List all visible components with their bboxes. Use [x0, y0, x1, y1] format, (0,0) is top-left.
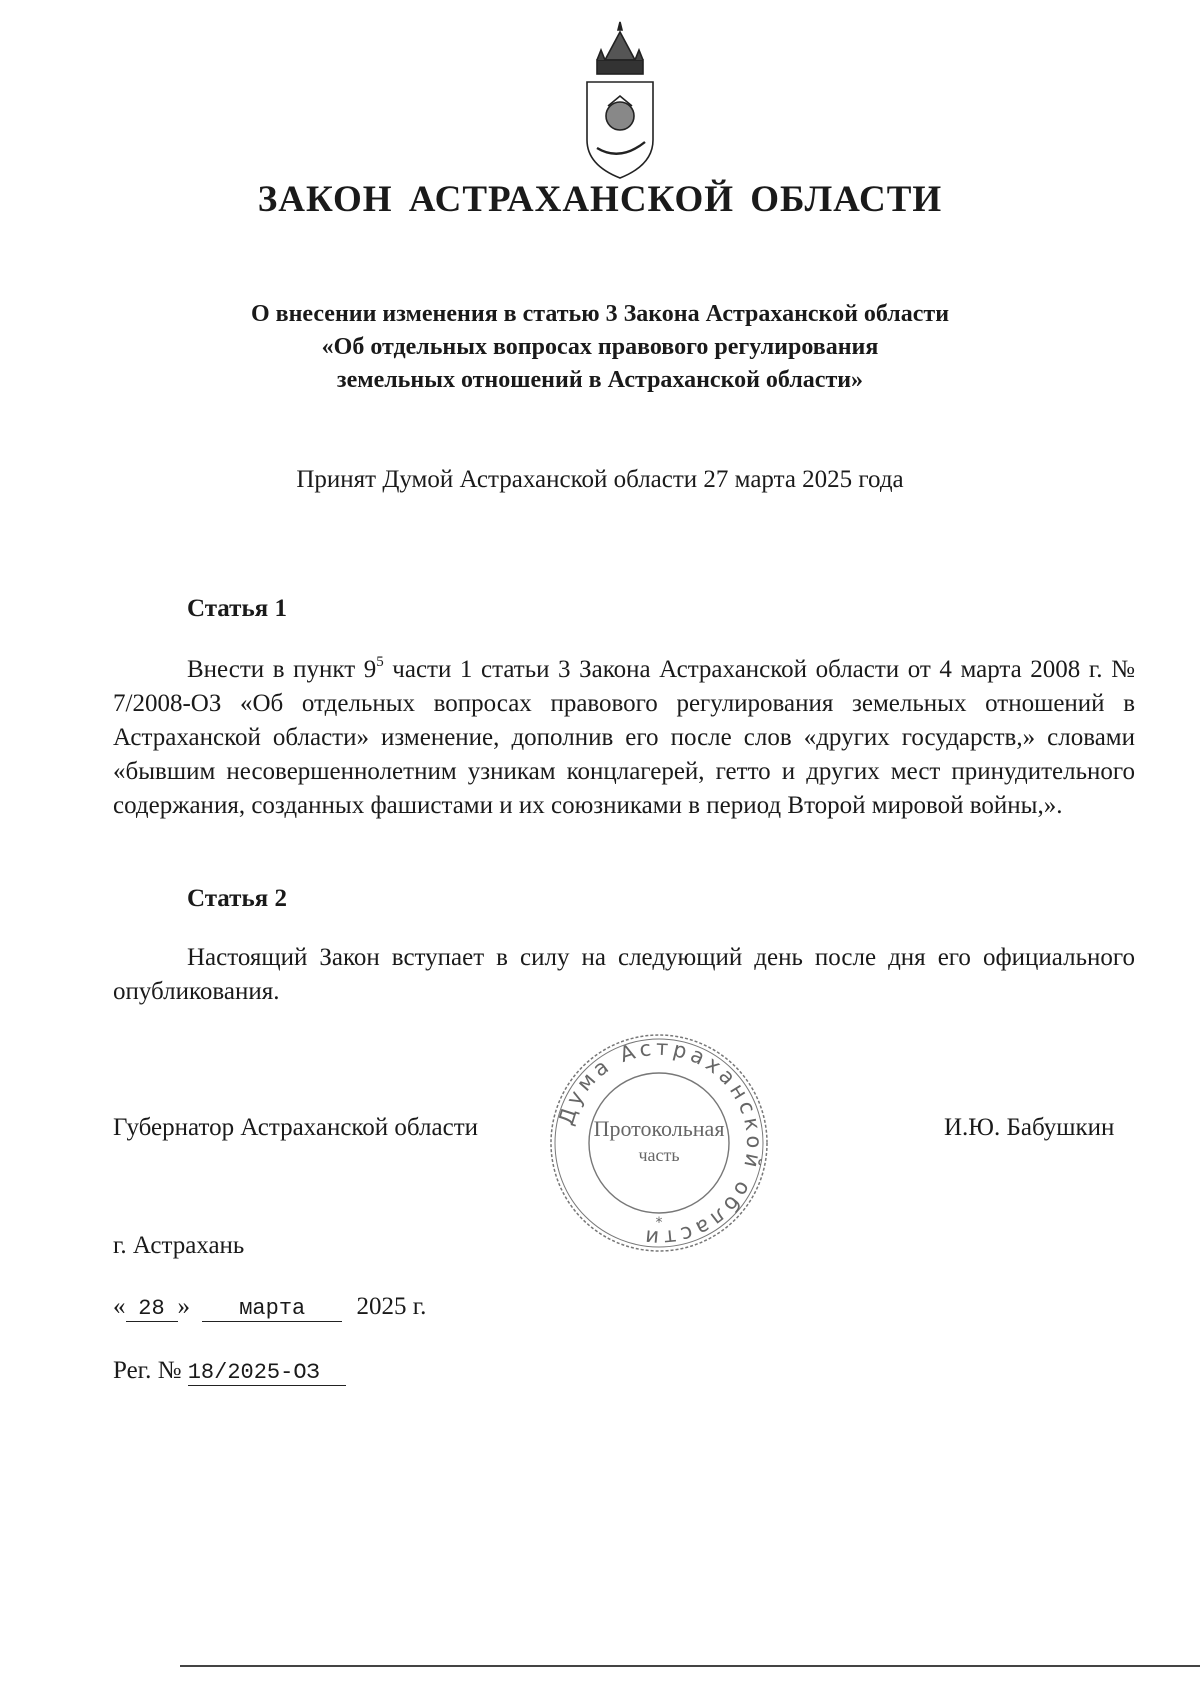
- stamp-ring-text: Дума Астраханской области: [553, 1035, 767, 1251]
- stamp-star: *: [655, 1215, 663, 1231]
- coat-of-arms-icon: [575, 20, 665, 180]
- date-month: марта: [202, 1296, 342, 1322]
- reg-number: 18/2025-ОЗ: [188, 1360, 346, 1386]
- reg-label: Рег. №: [113, 1357, 182, 1384]
- signing-date: [113, 1293, 426, 1322]
- bottom-divider: [180, 1665, 1200, 1667]
- city: г. Астрахань: [113, 1232, 245, 1259]
- document-subtitle: [0, 298, 1200, 397]
- subtitle-line: О внесении изменения в статью 3 Закона Астраханской области: [250, 301, 950, 327]
- article-2-text: Настоящий Закон вступает в силу на следующий день после дня его официального опубликования.: [113, 944, 1135, 1005]
- adoption-note: Принят Думой Астраханской области 27 марта 2025 года: [296, 466, 904, 493]
- article-1-heading: Статья 1: [187, 595, 287, 622]
- article-1-superscript: 5: [376, 653, 384, 670]
- subtitle-line: земельных отношений в Астраханской области»: [336, 367, 864, 393]
- document-title: ЗАКОН АСТРАХАНСКОЙ ОБЛАСТИ: [257, 179, 943, 220]
- registration-number: [113, 1357, 346, 1386]
- date-year: 2025 г.: [356, 1293, 427, 1320]
- subtitle-line: «Об отдельных вопросах правового регулирования: [321, 334, 879, 360]
- signatory-name: И.Ю. Бабушкин: [944, 1114, 1115, 1141]
- article-1-text-rest: части 1 статьи 3 Закона Астраханской области от 4 марта 2008 г. № 7/2008-ОЗ «Об отдельных вопросах правового регулирования земельных отношений в Астраханской области» изменение, дополнив его после слов «других государств,» словами «бывшим несовершеннолетним узникам концлагерей, гетто и других мест принудительного содержания, созданных фашистами и их союзниками в период Второй мировой войны,».: [113, 656, 1135, 819]
- article-1-text-start: Внести в пункт 9: [187, 656, 377, 683]
- date-close-quote: »: [177, 1293, 190, 1320]
- stamp-center-line-1: Протокольная: [593, 1116, 725, 1141]
- article-2-heading: Статья 2: [187, 885, 287, 912]
- signatory-position: Губернатор Астраханской области: [113, 1114, 479, 1141]
- date-day: 28: [126, 1296, 178, 1322]
- stamp-center-line-2: часть: [638, 1145, 680, 1165]
- official-stamp: [545, 1032, 773, 1254]
- article-1-text: [113, 653, 1135, 823]
- date-open-quote: «: [113, 1293, 126, 1320]
